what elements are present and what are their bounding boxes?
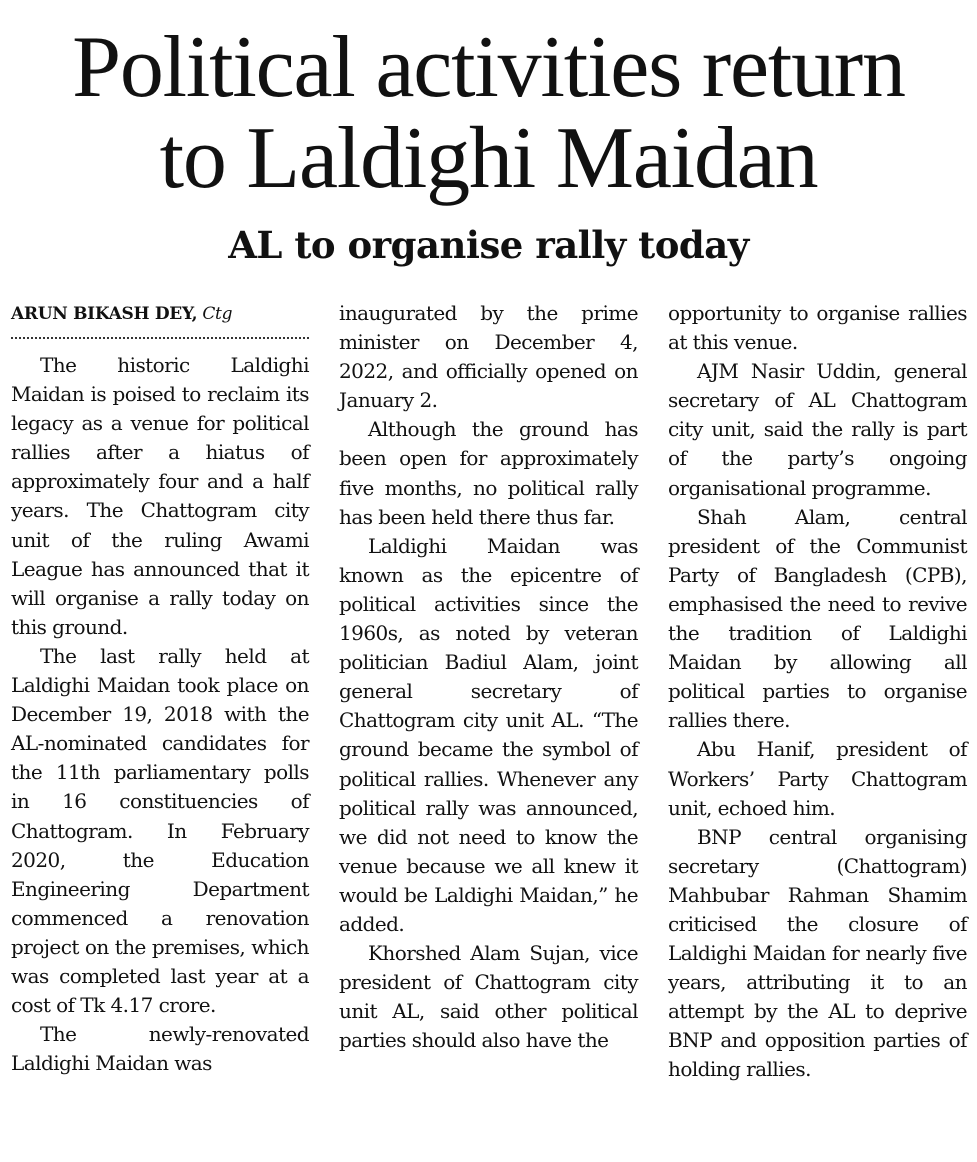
byline xyxy=(11,300,309,339)
article-paragraph: Laldighi Maidan was known as the epicentre of political activities since the 1960s, as noted by veteran politician Badiul Alam, joint general secretary of Chattogram city unit AL. “The ground became the symbol of political rallies. Whenever any political rally was announced, we did not need to know the venue because we all knew it would be Laldighi Maidan,” he added. xyxy=(339,533,638,936)
subheadline: AL to organise rally today xyxy=(228,223,749,267)
article-paragraph: Shah Alam, central president of the Communist Party of Bangladesh (CPB), emphasised the need to revive the tradition of Laldighi Maidan by allowing all political parties to organise rallies there. xyxy=(668,504,967,733)
article-paragraph: The historic Laldighi Maidan is poised to reclaim its legacy as a venue for political rallies after a hiatus of approximately four and a half years. The Chattogram city unit of the ruling Awami League has announced that it will organise a rally today on this ground. xyxy=(11,353,309,639)
article-paragraph: The newly-renovated Laldighi Maidan was xyxy=(11,1022,309,1076)
article-column-3 xyxy=(668,299,967,1085)
headline-line-1: Political activities return xyxy=(72,19,905,116)
article-column-2 xyxy=(339,299,638,1055)
article-column-1 xyxy=(11,300,309,1078)
article-paragraph: The last rally held at Laldighi Maidan took place on December 19, 2018 with the AL-nominated candidates for the 11th parliamentary polls in 16 constituencies of Chattogram. In February 2020, the Education Engineering Department commenced a renovation project on the premises, which was completed last year at a cost of Tk 4.17 crore. xyxy=(11,643,309,1018)
article-paragraph: Although the ground has been open for approximately five months, no political rally has been held there thus far. xyxy=(339,417,638,529)
article-paragraph-continued: opportunity to organise rallies at this venue. xyxy=(668,301,967,355)
article-paragraph: Abu Hanif, president of Workers’ Party Chattogram unit, echoed him. xyxy=(668,737,967,820)
article-paragraph: AJM Nasir Uddin, general secretary of AL Chattogram city unit, said the rally is part of the party’s ongoing organisational programme. xyxy=(668,359,967,500)
byline-author: ARUN BIKASH DEY, xyxy=(11,304,198,324)
article-paragraph-continued: inaugurated by the prime minister on December 4, 2022, and officially opened on January 2. xyxy=(339,301,638,413)
headline xyxy=(0,19,977,207)
byline-location: Ctg xyxy=(202,304,233,324)
article-paragraph: BNP central organising secretary (Chattogram) Mahbubar Rahman Shamim criticised the closure of Laldighi Maidan for nearly five years, attributing it to an attempt by the AL to deprive BNP and opposition parties of holding rallies. xyxy=(668,824,967,1082)
headline-line-2: to Laldighi Maidan xyxy=(159,110,818,207)
article-paragraph: Khorshed Alam Sujan, vice president of Chattogram city unit AL, said other political parties should also have the xyxy=(339,941,638,1053)
